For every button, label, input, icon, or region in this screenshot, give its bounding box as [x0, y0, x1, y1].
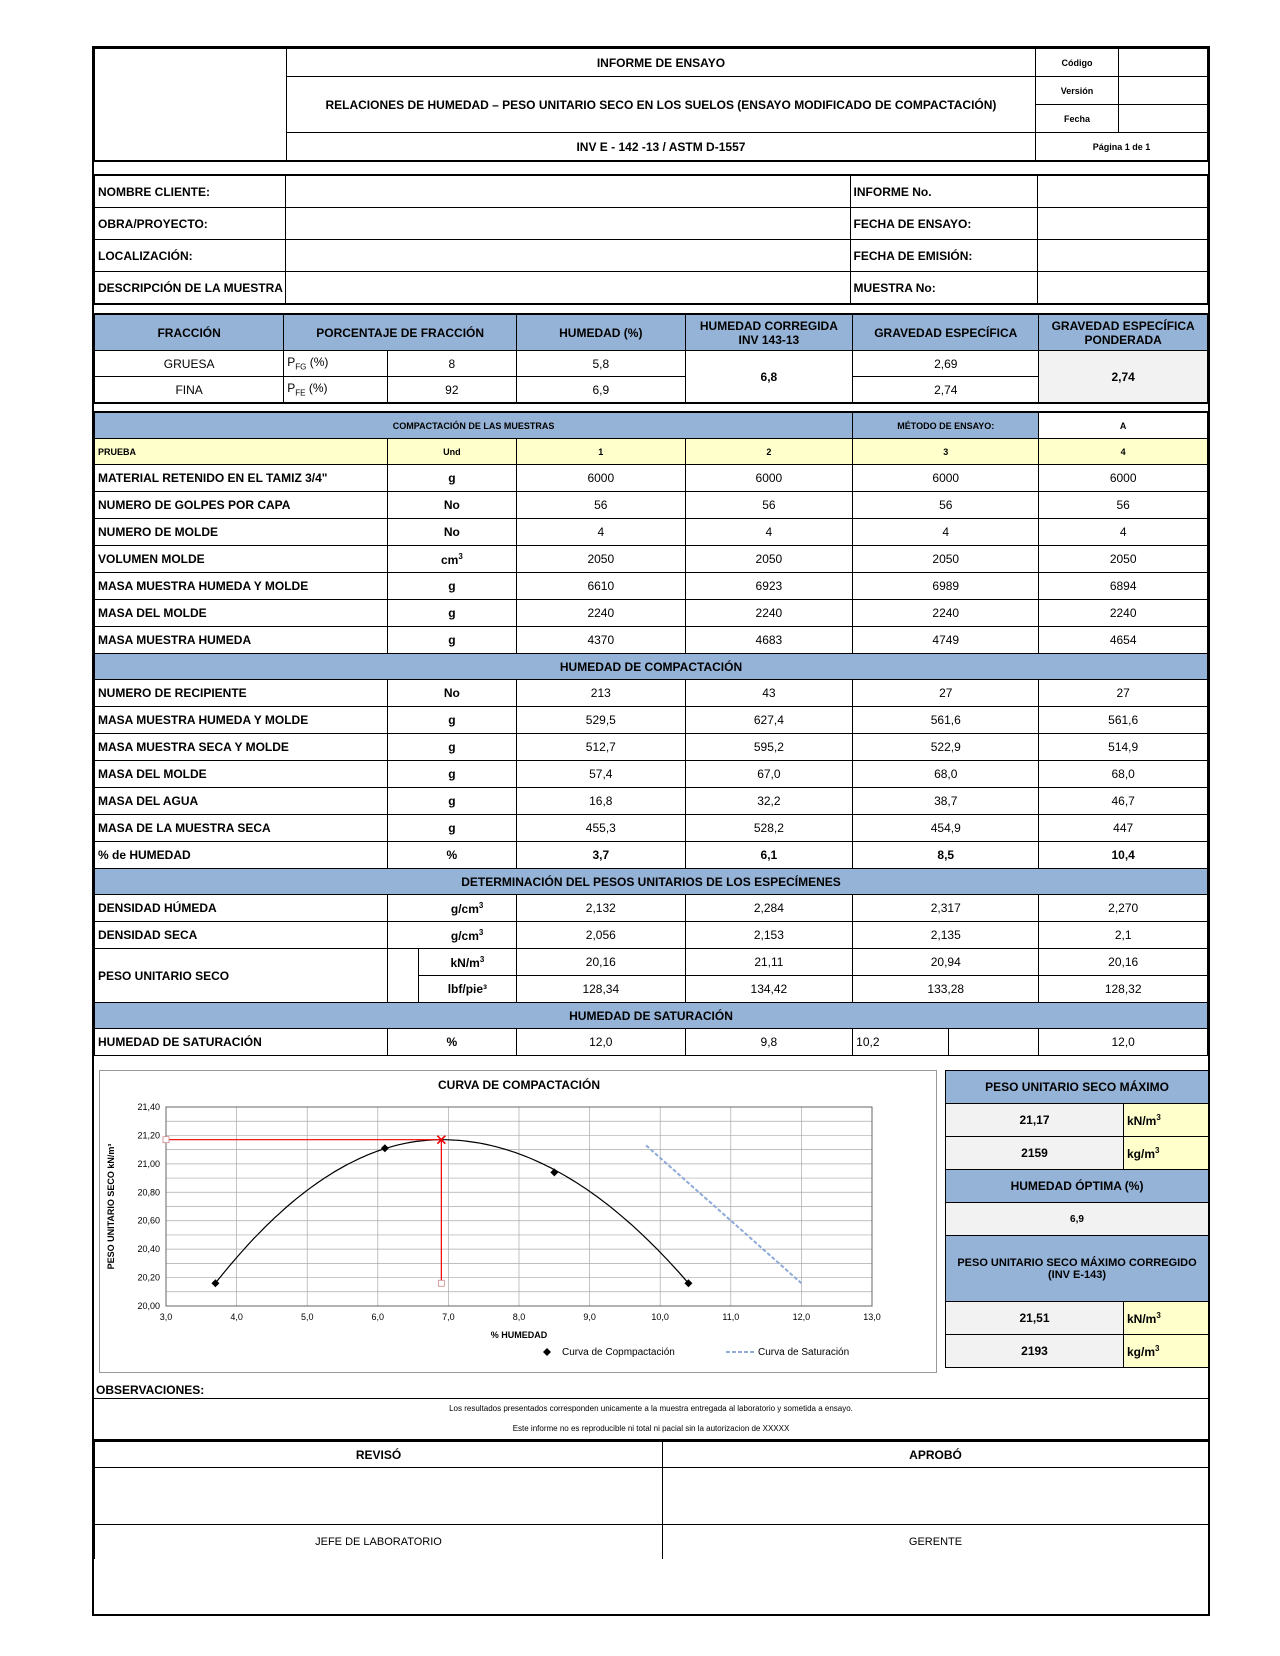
row-unit: No: [387, 680, 516, 707]
cliente-field[interactable]: [285, 176, 850, 208]
y-tick-label: 21,00: [137, 1158, 160, 1169]
chart-area: [94, 1056, 1208, 1399]
muestra-label: MUESTRA No:: [850, 272, 1038, 304]
fina-symbol: $P_{FE}$ (%): [284, 377, 387, 403]
test-report-sheet: [92, 46, 1210, 1616]
peso-kn-unit: $kN/m^3$: [418, 949, 516, 976]
x-tick-label: 9,0: [583, 1312, 596, 1322]
row-value: 2240: [1039, 600, 1208, 627]
row-value: 16,8: [517, 788, 686, 815]
opt-title: HUMEDAD ÓPTIMA (%): [946, 1170, 1209, 1203]
row-label: MATERIAL RETENIDO EN EL TAMIZ 3/4": [95, 465, 388, 492]
y-tick-label: 20,40: [137, 1244, 160, 1255]
row-unit: g: [387, 707, 516, 734]
row-value: 2240: [685, 600, 853, 627]
row-value: 3,7: [517, 842, 686, 869]
densidad-seca-label: DENSIDAD SECA: [95, 922, 388, 949]
table-row: [95, 680, 1208, 707]
row-value: 561,6: [853, 707, 1039, 734]
optimum-marker-y: [163, 1137, 169, 1143]
table-row: [95, 815, 1208, 842]
gruesa-symbol: $P_{FG}$ (%): [284, 351, 387, 377]
row-value: 213: [517, 680, 686, 707]
method-value: A: [1039, 413, 1208, 439]
data-point: [550, 1168, 558, 1176]
corr-kn-value: 21,51: [946, 1302, 1124, 1335]
row-value: 561,6: [1039, 707, 1208, 734]
row-value: 6000: [685, 465, 853, 492]
obra-field[interactable]: [285, 208, 850, 240]
table-row: [95, 600, 1208, 627]
signatures-table: [94, 1441, 1209, 1559]
row-value: 595,2: [685, 734, 853, 761]
row-label: MASA DE LA MUESTRA SECA: [95, 815, 388, 842]
row-value: 6610: [517, 573, 686, 600]
row-unit: g: [387, 600, 516, 627]
saturation-title: HUMEDAD DE SATURACIÓN: [95, 1003, 1208, 1029]
gravedad-ponderada-header: GRAVEDAD ESPECÍFICA PONDERADA: [1039, 315, 1208, 351]
row-label: VOLUMEN MOLDE: [95, 546, 388, 573]
corr-kn-unit: $kN/m^3$: [1124, 1302, 1209, 1335]
row-value: 43: [685, 680, 853, 707]
row-value: 2240: [517, 600, 686, 627]
aprobo-signature[interactable]: [663, 1468, 1209, 1525]
informe-label: INFORME No.: [850, 176, 1038, 208]
legend-compaction-label: Curva de Copmpactación: [562, 1347, 675, 1358]
y-tick-label: 20,80: [137, 1187, 160, 1198]
x-tick-label: 4,0: [230, 1312, 243, 1322]
gruesa-gravedad: 2,69: [853, 351, 1039, 377]
row-label: MASA DEL AGUA: [95, 788, 388, 815]
densidad-humeda-value: 2,270: [1039, 895, 1208, 922]
row-label: NUMERO DE GOLPES POR CAPA: [95, 492, 388, 519]
row-value: 68,0: [1039, 761, 1208, 788]
row-value: 522,9: [853, 734, 1039, 761]
row-label: % de HUMEDAD: [95, 842, 388, 869]
table-row: [95, 492, 1208, 519]
report-header: [94, 48, 1208, 161]
row-value: 56: [1039, 492, 1208, 519]
row-unit: No: [387, 492, 516, 519]
row-value: 514,9: [1039, 734, 1208, 761]
localizacion-label: LOCALIZACIÓN:: [95, 240, 286, 272]
row-value: 2050: [853, 546, 1039, 573]
standard-label: INV E - 142 -13 / ASTM D-1557: [286, 133, 1035, 161]
codigo-value[interactable]: [1118, 49, 1207, 77]
fecha-value[interactable]: [1118, 105, 1207, 133]
row-label: MASA DEL MOLDE: [95, 600, 388, 627]
table-row: [95, 761, 1208, 788]
densidad-seca-value: 2,135: [853, 922, 1039, 949]
row-label: NUMERO DE MOLDE: [95, 519, 388, 546]
test-4-header: 4: [1039, 439, 1208, 465]
fraction-table: [94, 314, 1208, 403]
fecha-emision-label: FECHA DE EMISIÓN:: [850, 240, 1038, 272]
densidad-humeda-value: 2,317: [853, 895, 1039, 922]
row-unit: g: [387, 734, 516, 761]
y-tick-label: 20,60: [137, 1215, 160, 1226]
x-axis-label: % HUMEDAD: [490, 1330, 548, 1340]
codigo-label: Código: [1036, 49, 1119, 77]
x-tick-label: 10,0: [651, 1312, 669, 1322]
fecha-ensayo-label: FECHA DE ENSAYO:: [850, 208, 1038, 240]
row-value: 8,5: [853, 842, 1039, 869]
peso-kn-value: 20,94: [853, 949, 1039, 976]
row-value: 528,2: [685, 815, 853, 842]
reviso-label: REVISÓ: [95, 1442, 663, 1468]
test-title: RELACIONES DE HUMEDAD – PESO UNITARIO SECO EN LOS SUELOS (ENSAYO MODIFICADO DE COMPACTACIÓN): [286, 77, 1035, 133]
table-row: [95, 842, 1208, 869]
descripcion-label: DESCRIPCIÓN DE LA MUESTRA: [95, 272, 286, 304]
observations-line-1: Los resultados presentados corresponden unicamente a la muestra entregada al laboratorio y sometida a ensayo.: [449, 1404, 853, 1413]
row-value: 6000: [1039, 465, 1208, 492]
row-value: 27: [1039, 680, 1208, 707]
cliente-label: NOMBRE CLIENTE:: [95, 176, 286, 208]
table-row: [95, 707, 1208, 734]
table-row: [95, 465, 1208, 492]
jefe-label: JEFE DE LABORATORIO: [95, 1525, 663, 1559]
version-label: Versión: [1036, 77, 1119, 105]
report-title: INFORME DE ENSAYO: [286, 49, 1035, 77]
row-value: 4: [1039, 519, 1208, 546]
row-unit: g: [387, 815, 516, 842]
max-kg-unit: $kg/m^3$: [1124, 1137, 1209, 1170]
compaction-chart: [100, 1071, 936, 1372]
row-value: 6923: [685, 573, 853, 600]
gruesa-label: GRUESA: [95, 351, 284, 377]
row-unit: %: [387, 842, 516, 869]
row-value: 10,4: [1039, 842, 1208, 869]
row-label: NUMERO DE RECIPIENTE: [95, 680, 388, 707]
row-value: 4: [517, 519, 686, 546]
descripcion-field[interactable]: [285, 272, 850, 304]
row-unit: g: [387, 627, 516, 654]
x-tick-label: 5,0: [300, 1312, 314, 1322]
test-2-header: 2: [685, 439, 853, 465]
peso-lbf-value: 133,28: [853, 976, 1039, 1003]
humedad-corregida-header: HUMEDAD CORREGIDA INV 143-13: [685, 315, 853, 351]
row-value: 447: [1039, 815, 1208, 842]
row-unit: $cm^3$: [387, 546, 516, 573]
row-value: 32,2: [685, 788, 853, 815]
row-value: 4: [853, 519, 1039, 546]
row-unit: g: [387, 788, 516, 815]
y-tick-label: 20,20: [137, 1272, 160, 1283]
fina-percent: 92: [387, 377, 516, 403]
peso-kn-value: 21,11: [685, 949, 853, 976]
y-axis-label: PESO UNITARIO SECO kN/m³: [106, 1143, 116, 1270]
optimum-marker-x: [438, 1280, 444, 1286]
max-title: PESO UNITARIO SECO MÁXIMO: [946, 1071, 1209, 1104]
fina-gravedad: 2,74: [853, 377, 1039, 403]
version-value[interactable]: [1118, 77, 1207, 105]
peso-lbf-value: 128,32: [1039, 976, 1208, 1003]
row-value: 512,7: [517, 734, 686, 761]
percent-header: PORCENTAJE DE FRACCIÓN: [284, 315, 517, 351]
row-value: 529,5: [517, 707, 686, 734]
fraction-header: FRACCIÓN: [95, 315, 284, 351]
row-value: 6894: [1039, 573, 1208, 600]
gravedad-header: GRAVEDAD ESPECÍFICA: [853, 315, 1039, 351]
row-value: 38,7: [853, 788, 1039, 815]
gerente-label: GERENTE: [663, 1525, 1209, 1559]
row-value: 2240: [853, 600, 1039, 627]
row-value: 6000: [517, 465, 686, 492]
row-label: MASA MUESTRA HUMEDA Y MOLDE: [95, 573, 388, 600]
row-unit: No: [387, 519, 516, 546]
fina-humedad: 6,9: [517, 377, 686, 403]
test-3-header: 3: [853, 439, 1039, 465]
prueba-label: PRUEBA: [95, 439, 388, 465]
row-value: 6989: [853, 573, 1039, 600]
row-value: 56: [685, 492, 853, 519]
fina-label: FINA: [95, 377, 284, 403]
peso-kn-value: 20,16: [517, 949, 686, 976]
gruesa-humedad: 5,8: [517, 351, 686, 377]
densidad-humeda-unit: $g/cm^3$: [418, 895, 516, 922]
aprobo-label: APROBÓ: [663, 1442, 1209, 1468]
gravedad-ponderada-value: 2,74: [1039, 351, 1208, 403]
opt-value: 6,9: [946, 1203, 1209, 1236]
densidad-seca-value: 2,1: [1039, 922, 1208, 949]
row-value: 46,7: [1039, 788, 1208, 815]
row-value: 2050: [517, 546, 686, 573]
saturation-unit: %: [387, 1029, 516, 1056]
moisture-title: HUMEDAD DE COMPACTACIÓN: [95, 654, 1208, 680]
method-label: MÉTODO DE ENSAYO:: [853, 413, 1039, 439]
x-tick-label: 3,0: [159, 1312, 173, 1322]
compaction-title: COMPACTACIÓN DE LAS MUESTRAS: [95, 413, 853, 439]
humedad-corregida-value: 6,8: [685, 351, 853, 403]
max-kg-value: 2159: [946, 1137, 1124, 1170]
humedad-header: HUMEDAD (%): [517, 315, 686, 351]
table-row: [95, 519, 1208, 546]
row-value: 627,4: [685, 707, 853, 734]
y-tick-label: 20,00: [137, 1301, 160, 1311]
x-tick-label: 8,0: [512, 1312, 526, 1322]
row-value: 67,0: [685, 761, 853, 788]
densidad-humeda-value: 2,132: [517, 895, 686, 922]
x-tick-label: 6,0: [371, 1312, 385, 1322]
chart-frame: [99, 1070, 937, 1373]
row-value: 57,4: [517, 761, 686, 788]
legend-saturation-label: Curva de Saturación: [758, 1347, 850, 1358]
row-label: MASA MUESTRA HUMEDA: [95, 627, 388, 654]
row-value: 4683: [685, 627, 853, 654]
data-point: [381, 1144, 389, 1152]
peso-lbf-unit: lbf/pie³: [418, 976, 516, 1003]
row-value: 2050: [1039, 546, 1208, 573]
saturation-value: 12,0: [517, 1029, 686, 1056]
peso-kn-value: 20,16: [1039, 949, 1208, 976]
table-row: [95, 627, 1208, 654]
saturation-value: 9,8: [685, 1029, 853, 1056]
peso-lbf-value: 134,42: [685, 976, 853, 1003]
legend-compaction-marker: [543, 1348, 551, 1356]
compaction-table: [94, 412, 1208, 1056]
row-value: 68,0: [853, 761, 1039, 788]
y-tick-label: 21,40: [137, 1102, 160, 1112]
obra-label: OBRA/PROYECTO:: [95, 208, 286, 240]
localizacion-field[interactable]: [285, 240, 850, 272]
row-value: 56: [517, 492, 686, 519]
row-value: 4749: [853, 627, 1039, 654]
x-tick-label: 11,0: [722, 1312, 740, 1322]
row-value: 27: [853, 680, 1039, 707]
row-value: 4370: [517, 627, 686, 654]
x-tick-label: 13,0: [863, 1312, 881, 1322]
row-value: 56: [853, 492, 1039, 519]
densidad-seca-value: 2,056: [517, 922, 686, 949]
compaction-curve: [215, 1140, 688, 1284]
reviso-signature[interactable]: [95, 1468, 663, 1525]
chart-title: CURVA DE COMPACTACIÓN: [438, 1078, 600, 1092]
table-row: [95, 573, 1208, 600]
client-info-table: [94, 175, 1208, 304]
row-value: 6000: [853, 465, 1039, 492]
row-unit: g: [387, 573, 516, 600]
results-table: [945, 1070, 1209, 1368]
informe-field[interactable]: [1038, 176, 1208, 208]
row-value: 4: [685, 519, 853, 546]
densidad-humeda-value: 2,284: [685, 895, 853, 922]
row-value: 6,1: [685, 842, 853, 869]
row-value: 2050: [685, 546, 853, 573]
densidad-seca-value: 2,153: [685, 922, 853, 949]
logo-area: [95, 49, 287, 161]
observations-line-2: Este informe no es reproducible ni total ni pacial sin la autorizacion de XXXXX: [512, 1424, 790, 1433]
row-label: MASA MUESTRA HUMEDA Y MOLDE: [95, 707, 388, 734]
x-tick-label: 7,0: [442, 1312, 455, 1322]
row-value: 455,3: [517, 815, 686, 842]
row-label: MASA DEL MOLDE: [95, 761, 388, 788]
saturation-value: 10,2: [853, 1029, 949, 1056]
row-label: MASA MUESTRA SECA Y MOLDE: [95, 734, 388, 761]
saturation-label: HUMEDAD DE SATURACIÓN: [95, 1029, 388, 1056]
observations-box: [94, 1399, 1208, 1441]
saturation-value: 12,0: [1039, 1029, 1208, 1056]
table-row: [95, 734, 1208, 761]
max-kn-value: 21,17: [946, 1104, 1124, 1137]
corr-title: PESO UNITARIO SECO MÁXIMO CORREGIDO (INV E-143): [946, 1236, 1209, 1302]
peso-lbf-value: 128,34: [517, 976, 686, 1003]
page-label: Página 1 de 1: [1036, 133, 1208, 161]
x-tick-label: 12,0: [792, 1312, 811, 1322]
densidad-humeda-label: DENSIDAD HÚMEDA: [95, 895, 388, 922]
table-row: [95, 546, 1208, 573]
unit-weights-title: DETERMINACIÓN DEL PESOS UNITARIOS DE LOS ESPECÍMENES: [95, 869, 1208, 895]
und-label: Und: [387, 439, 516, 465]
fecha-ensayo-field[interactable]: [1038, 208, 1208, 240]
corr-kg-value: 2193: [946, 1335, 1124, 1368]
observations-label: OBSERVACIONES:: [96, 1383, 205, 1397]
test-1-header: 1: [517, 439, 686, 465]
row-unit: g: [387, 465, 516, 492]
fecha-label: Fecha: [1036, 105, 1119, 133]
y-tick-label: 21,20: [137, 1130, 160, 1141]
peso-unitario-label: PESO UNITARIO SECO: [95, 949, 388, 1003]
max-kn-unit: $kN/m^3$: [1124, 1104, 1209, 1137]
table-row: [95, 788, 1208, 815]
row-unit: g: [387, 761, 516, 788]
gruesa-percent: 8: [387, 351, 516, 377]
fecha-emision-field[interactable]: [1038, 240, 1208, 272]
muestra-field[interactable]: [1038, 272, 1208, 304]
corr-kg-unit: $kg/m^3$: [1124, 1335, 1209, 1368]
row-value: 454,9: [853, 815, 1039, 842]
densidad-seca-unit: $g/cm^3$: [418, 922, 516, 949]
row-value: 4654: [1039, 627, 1208, 654]
